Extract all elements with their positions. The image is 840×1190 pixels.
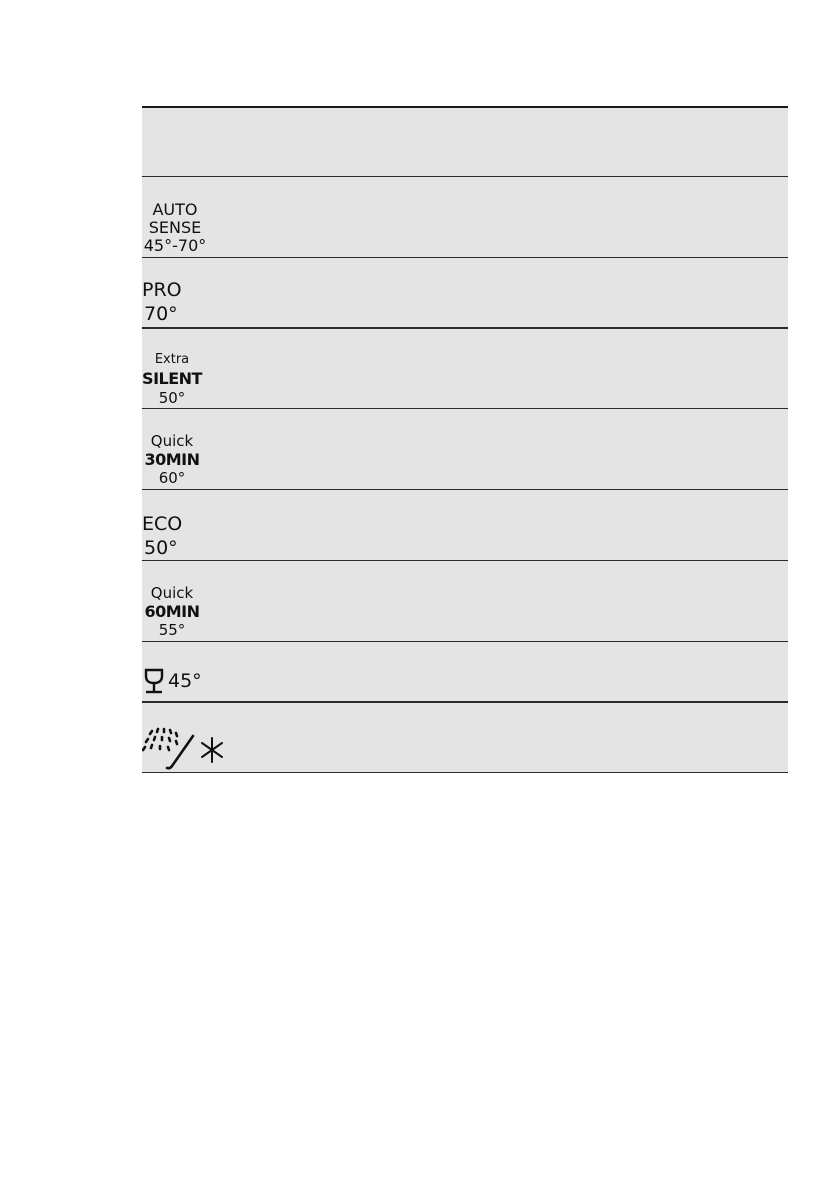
programme-row-auto-sense bbox=[142, 177, 788, 258]
programme-line: ECO bbox=[142, 513, 183, 535]
programme-line: 60MIN bbox=[144, 602, 200, 621]
programme-line: SILENT bbox=[142, 369, 202, 388]
programme-symbol-quick-60 bbox=[139, 585, 205, 639]
programme-temperature: 55° bbox=[158, 621, 186, 639]
programme-row-quick-30 bbox=[142, 409, 788, 490]
programme-line: 30MIN bbox=[144, 450, 200, 469]
table-header-row bbox=[142, 108, 788, 177]
programme-symbol-quick-30 bbox=[139, 433, 205, 487]
programme-line: PRO bbox=[142, 279, 182, 301]
rinse-spray-and-snowflake-icon bbox=[142, 726, 232, 774]
programme-symbol-eco bbox=[142, 512, 182, 560]
programme-row-glass bbox=[142, 642, 788, 703]
wine-glass-icon bbox=[144, 668, 164, 694]
rinse-spray-icon bbox=[142, 726, 232, 774]
programme-line: Quick bbox=[150, 432, 194, 450]
programme-row-rinse-hold bbox=[142, 703, 788, 773]
programme-line: Quick bbox=[150, 584, 194, 602]
programme-temperature: 50° bbox=[158, 389, 186, 407]
programme-temperature: 50° bbox=[144, 537, 178, 559]
programme-row-eco bbox=[142, 490, 788, 561]
programme-symbol-pro bbox=[142, 278, 182, 326]
programme-line: Extra bbox=[154, 352, 190, 367]
programme-symbol-glass bbox=[144, 668, 202, 694]
snowflake-icon bbox=[202, 738, 222, 762]
programme-temperature: 45°-70° bbox=[143, 236, 207, 255]
programme-row-pro bbox=[142, 258, 788, 329]
programme-symbol-auto-sense bbox=[142, 201, 208, 255]
programme-row-extra-silent bbox=[142, 329, 788, 409]
programme-line: AUTO bbox=[152, 200, 198, 219]
programme-temperature: 70° bbox=[144, 303, 178, 325]
programme-temperature: 60° bbox=[158, 469, 186, 487]
programme-table bbox=[142, 106, 788, 773]
programme-symbol-extra-silent bbox=[139, 353, 205, 407]
programme-temperature: 45° bbox=[168, 670, 202, 692]
programme-row-quick-60 bbox=[142, 561, 788, 642]
programme-line: SENSE bbox=[148, 218, 202, 237]
